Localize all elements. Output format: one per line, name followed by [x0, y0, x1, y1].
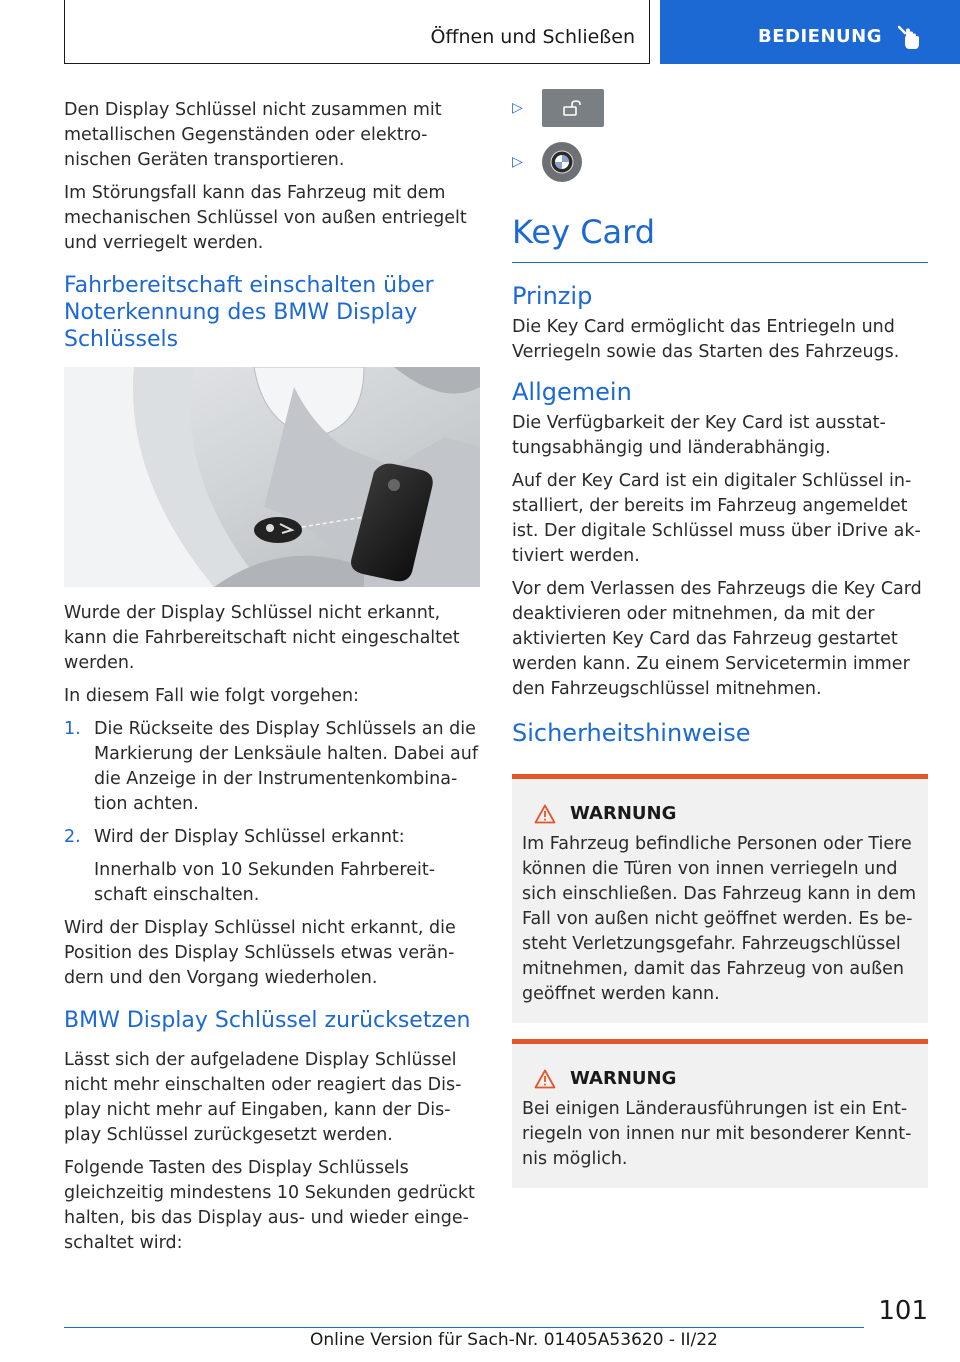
steering-column-photo — [64, 367, 480, 587]
step-number: 1. — [64, 719, 81, 739]
paragraph-leaving-vehicle: Vor dem Verlassen des Fahrzeugs die Key Card deaktivieren oder mitnehmen, da mit der aktivierten Key Card das Fahrzeug gestartet werden kann. Zu einem Servicetermin immer den Fahrzeugschlüssel mitnehmen. — [512, 579, 922, 699]
bmw-logo-button-icon — [542, 142, 582, 182]
list-item — [512, 134, 928, 190]
paragraph-malfunction: Im Störungsfall kann das Fahrzeug mit dem mechanischen Schlüssel von außen entriegelt und verriegelt werden. — [64, 183, 467, 253]
paragraph-availability: Die Verfügbarkeit der Key Card ist ausstattungsabhängig und länderabhängig. — [512, 413, 886, 458]
warning-header — [522, 1066, 918, 1091]
warning-title: WARNUNG — [570, 803, 677, 824]
heading-reset-key: BMW Display Schlüssel zurücksetzen — [64, 1008, 471, 1033]
heading-principle: Prinzip — [512, 282, 593, 310]
warning-text: Im Fahrzeug befindliche Personen oder Tiere können die Türen von innen verriegeln und sich einschließen. Das Fahrzeug kann in dem Fall von außen nicht geöffnet werden. Es besteht Verletzungsgefahr. Fahrzeugschlüssel mitnehmen, damit das Fahrzeug von außen geöffnet werden kann. — [522, 834, 917, 1004]
page-number: 101 — [878, 1296, 928, 1326]
warning-box — [512, 774, 928, 1023]
hand-pointer-icon — [896, 24, 922, 52]
step-text: Die Rückseite des Display Schlüssels an die Markierung der Lenksäule halten. Dabei auf die Anzeige in der Instrumentenkombination achten. — [94, 719, 479, 814]
left-column — [64, 98, 480, 1264]
warning-triangle-icon — [534, 1069, 556, 1089]
warning-title: WARNUNG — [570, 1068, 677, 1089]
paragraph-principle: Die Key Card ermöglicht das Entriegeln und Verriegeln sowie das Starten des Fahrzeugs. — [512, 317, 900, 362]
step-number: 2. — [64, 827, 81, 847]
list-item — [512, 82, 928, 134]
paragraph-reset-procedure: Folgende Tasten des Display Schlüssels gleichzeitig mindestens 10 Sekunden gedrückt halten, bis das Display aus- und wieder eingeschaltet wird: — [64, 1158, 475, 1253]
footer-divider — [64, 1327, 864, 1328]
paragraph-not-detected: Wurde der Display Schlüssel nicht erkannt, kann die Fahrbereitschaft nicht eingeschaltet werden. — [64, 603, 460, 673]
paragraph-reposition: Wird der Display Schlüssel nicht erkannt, die Position des Display Schlüssels etwas verändern und den Vorgang wiederholen. — [64, 918, 456, 988]
list-item — [64, 717, 480, 817]
section-label: BEDIENUNG — [758, 26, 882, 47]
right-column — [512, 98, 928, 1204]
paragraph-reset-condition: Lässt sich der aufgeladene Display Schlüssel nicht mehr einschalten oder reagiert das Display nicht mehr auf Eingaben, kann der Display Schlüssel zurückgesetzt werden. — [64, 1050, 462, 1145]
header-section-tab[interactable] — [660, 0, 960, 64]
warning-header — [522, 801, 918, 826]
step-2-instruction: Innerhalb von 10 Sekunden Fahrbereitschaft einschalten. — [94, 860, 436, 905]
heading-safety-notes: Sicherheitshinweise — [512, 719, 751, 747]
unlock-button-icon — [542, 89, 604, 127]
list-item — [64, 825, 480, 850]
warning-box — [512, 1039, 928, 1188]
paragraph-digital-key: Auf der Key Card ist ein digitaler Schlüssel installiert, der bereits im Fahrzeug angemeldet ist. Der digitale Schlüssel muss über iDrive aktiviert werden. — [512, 471, 921, 566]
step-text: Wird der Display Schlüssel erkannt: — [94, 827, 405, 847]
triangle-bullet: ▷ — [512, 153, 523, 170]
triangle-bullet: ▷ — [512, 99, 523, 116]
paragraph-procedure-intro: In diesem Fall wie folgt vorgehen: — [64, 686, 359, 706]
heading-key-card: Key Card — [512, 212, 928, 263]
footer-online-version: Online Version für Sach-Nr. 01405A53620 - II/22 — [310, 1330, 718, 1350]
header-chapter-box — [64, 0, 650, 64]
paragraph-transport: Den Display Schlüssel nicht zusammen mit metallischen Gegenständen oder elektronischen Geräten transportieren. — [64, 100, 442, 170]
heading-emergency-detection: Fahrbereitschaft einschalten über Noterkennung des BMW Display Schlüssels — [64, 273, 434, 352]
warning-triangle-icon — [534, 804, 556, 824]
chapter-title: Öffnen und Schließen — [430, 26, 635, 48]
warning-text: Bei einigen Länderausführungen ist ein Entriegeln von innen nur mit besonderer Kenntnis möglich. — [522, 1099, 912, 1169]
procedure-steps — [64, 717, 480, 850]
heading-general: Allgemein — [512, 378, 632, 406]
